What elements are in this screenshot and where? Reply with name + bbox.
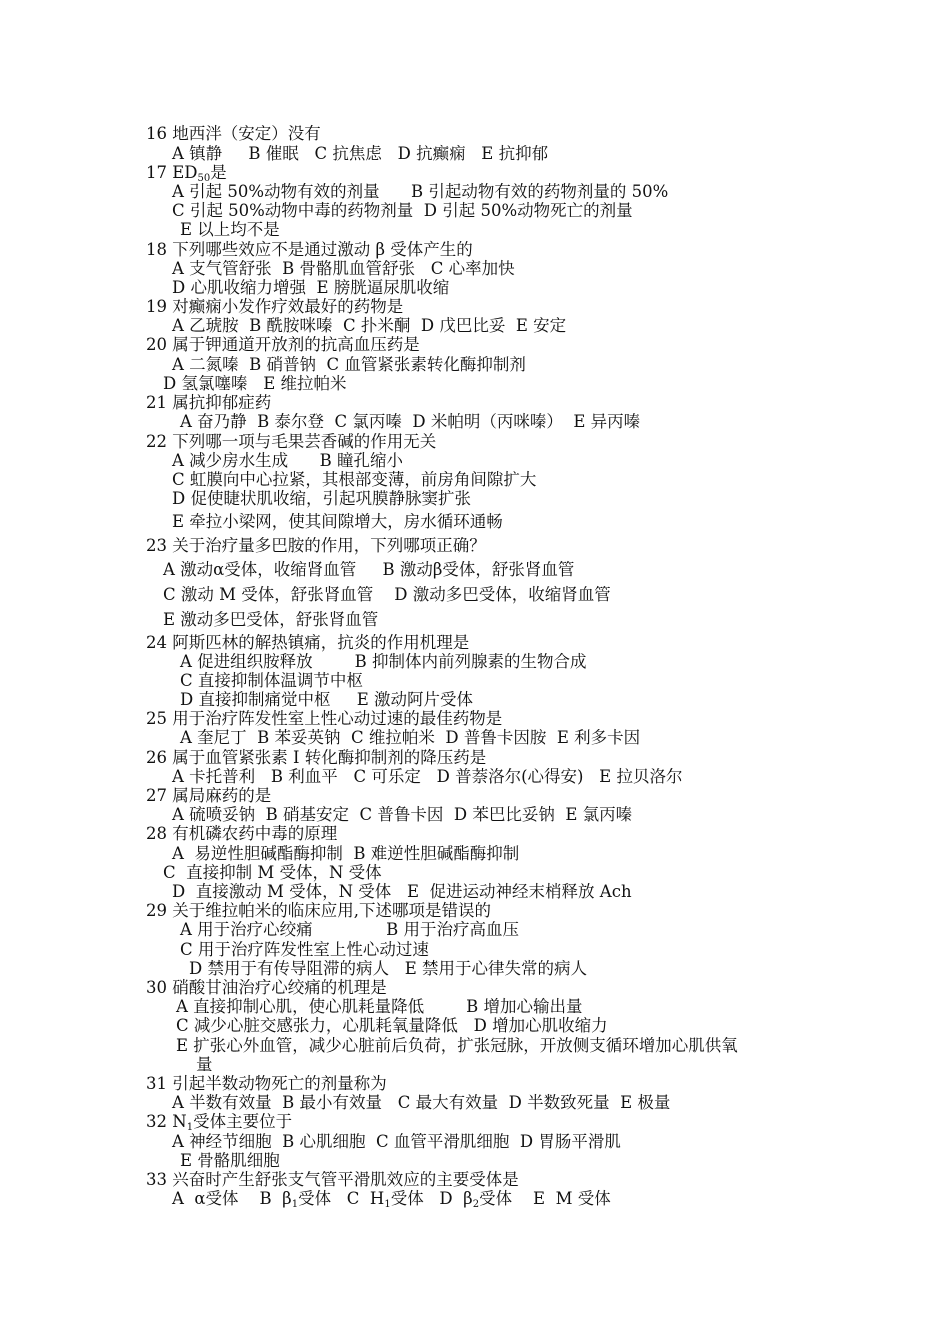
options-27: A 硫喷妥钠 B 硝基安定 C 普鲁卡因 D 苯巴比妥钠 E 氯丙嗪 [172, 805, 633, 824]
options-32-abcd: A 神经节细胞 B 心肌细胞 C 血管平滑肌细胞 D 胃肠平滑肌 [172, 1132, 621, 1151]
options-22-c: C 虹膜向中心拉紧，其根部变薄，前房角间隙扩大 [172, 470, 537, 489]
options-24-de: D 直接抑制痛觉中枢 E 激动阿片受体 [180, 690, 473, 709]
options-22-d: D 促使睫状肌收缩，引起巩膜静脉窦扩张 [172, 489, 471, 508]
options-23-e: E 激动多巴受体，舒张肾血管 [163, 610, 379, 629]
options-17-e: E 以上均不是 [180, 220, 280, 239]
question-29: 29 关于维拉帕米的临床应用,下述哪项是错误的 [146, 901, 491, 920]
question-24: 24 阿斯匹林的解热镇痛，抗炎的作用机理是 [146, 633, 470, 652]
options-30-ab: A 直接抑制心肌，使心肌耗量降低 B 增加心输出量 [176, 997, 583, 1016]
question-17: 17 $ED_{50}$是 [146, 163, 227, 184]
options-17-ab: A 引起 50%动物有效的剂量 B 引起动物有效的药物剂量的 50% [172, 182, 669, 201]
options-28-c: C 直接抑制 M 受体，N 受体 [163, 863, 382, 882]
options-30-e-cont: 量 [196, 1055, 213, 1074]
options-20-de: D 氢氯噻嗪 E 维拉帕米 [163, 374, 347, 393]
options-32-e: E 骨骼肌细胞 [180, 1151, 280, 1170]
options-26: A 卡托普利 B 利血平 C 可乐定 D 普萘洛尔(心得安) E 拉贝洛尔 [172, 767, 683, 786]
question-25: 25 用于治疗阵发性室上性心动过速的最佳药物是 [146, 709, 503, 728]
options-17-cd: C 引起 50%动物中毒的药物剂量 D 引起 50%动物死亡的剂量 [172, 201, 633, 220]
question-28: 28 有机磷农药中毒的原理 [146, 824, 338, 843]
question-22: 22 下列哪一项与毛果芸香碱的作用无关 [146, 432, 437, 451]
options-29-de: D 禁用于有传导阻滞的病人 E 禁用于心律失常的病人 [189, 959, 587, 978]
question-23: 23 关于治疗量多巴胺的作用，下列哪项正确？ [146, 536, 486, 555]
options-33: A α受体 B $\beta_1$受体 C $H_1$受体 D $\beta_2$受体 E M 受体 [172, 1189, 611, 1210]
options-18-de: D 心肌收缩力增强 E 膀胱逼尿肌收缩 [172, 278, 450, 297]
options-23-ab: A 激动α受体，收缩肾血管 B 激动β受体，舒张肾血管 [163, 560, 575, 579]
question-33: 33 兴奋时产生舒张支气管平滑肌效应的主要受体是 [146, 1170, 519, 1189]
options-20-abc: A 二氮嗪 B 硝普钠 C 血管紧张素转化酶抑制剂 [172, 355, 526, 374]
options-24-c: C 直接抑制体温调节中枢 [180, 671, 363, 690]
options-29-ab: A 用于治疗心绞痛 B 用于治疗高血压 [180, 920, 519, 939]
question-20: 20 属于钾通道开放剂的抗高血压药是 [146, 335, 420, 354]
options-19: A 乙琥胺 B 酰胺咪嗪 C 扑米酮 D 戊巴比妥 E 安定 [172, 316, 567, 335]
options-16: A 镇静 B 催眠 C 抗焦虑 D 抗癫痫 E 抗抑郁 [172, 144, 549, 163]
options-30-e: E 扩张心外血管，减少心脏前后负荷，扩张冠脉，开放侧支循环增加心肌供氧 [176, 1036, 738, 1055]
options-23-cd: C 激动 M 受体，舒张肾血管 D 激动多巴受体，收缩肾血管 [163, 585, 611, 604]
options-30-cd: C 减少心脏交感张力，心肌耗氧量降低 D 增加心肌收缩力 [176, 1016, 608, 1035]
question-27: 27 属局麻药的是 [146, 786, 272, 805]
options-31: A 半数有效量 B 最小有效量 C 最大有效量 D 半数致死量 E 极量 [172, 1093, 671, 1112]
options-21: A 奋乃静 B 泰尔登 C 氯丙嗪 D 米帕明（丙咪嗪） E 异丙嗪 [180, 412, 641, 431]
question-31: 31 引起半数动物死亡的剂量称为 [146, 1074, 387, 1093]
options-28-de: D 直接激动 M 受体，N 受体 E 促进运动神经末梢释放 Ach [172, 882, 632, 901]
options-24-ab: A 促进组织胺释放 B 抑制体内前列腺素的生物合成 [180, 652, 587, 671]
question-19: 19 对癫痫小发作疗效最好的药物是 [146, 297, 404, 316]
question-21: 21 属抗抑郁症药 [146, 393, 272, 412]
options-25: A 奎尼丁 B 苯妥英钠 C 维拉帕米 D 普鲁卡因胺 E 利多卡因 [180, 728, 641, 747]
question-32: 32 $N_1$受体主要位于 [146, 1112, 293, 1133]
options-29-c: C 用于治疗阵发性室上性心动过速 [180, 940, 429, 959]
options-22-ab: A 减少房水生成 B 瞳孔缩小 [172, 451, 403, 470]
question-30: 30 硝酸甘油治疗心绞痛的机理是 [146, 978, 387, 997]
options-22-e: E 牵拉小梁网，使其间隙增大，房水循环通畅 [172, 512, 503, 531]
question-18: 18 下列哪些效应不是通过激动 β 受体产生的 [146, 240, 473, 259]
options-18-abc: A 支气管舒张 B 骨骼肌血管舒张 C 心率加快 [172, 259, 515, 278]
question-26: 26 属于血管紧张素 I 转化酶抑制剂的降压药是 [146, 748, 487, 767]
options-28-ab: A 易逆性胆碱酯酶抑制 B 难逆性胆碱酯酶抑制 [172, 844, 520, 863]
question-16: 16 地西泮（安定）没有 [146, 124, 321, 143]
